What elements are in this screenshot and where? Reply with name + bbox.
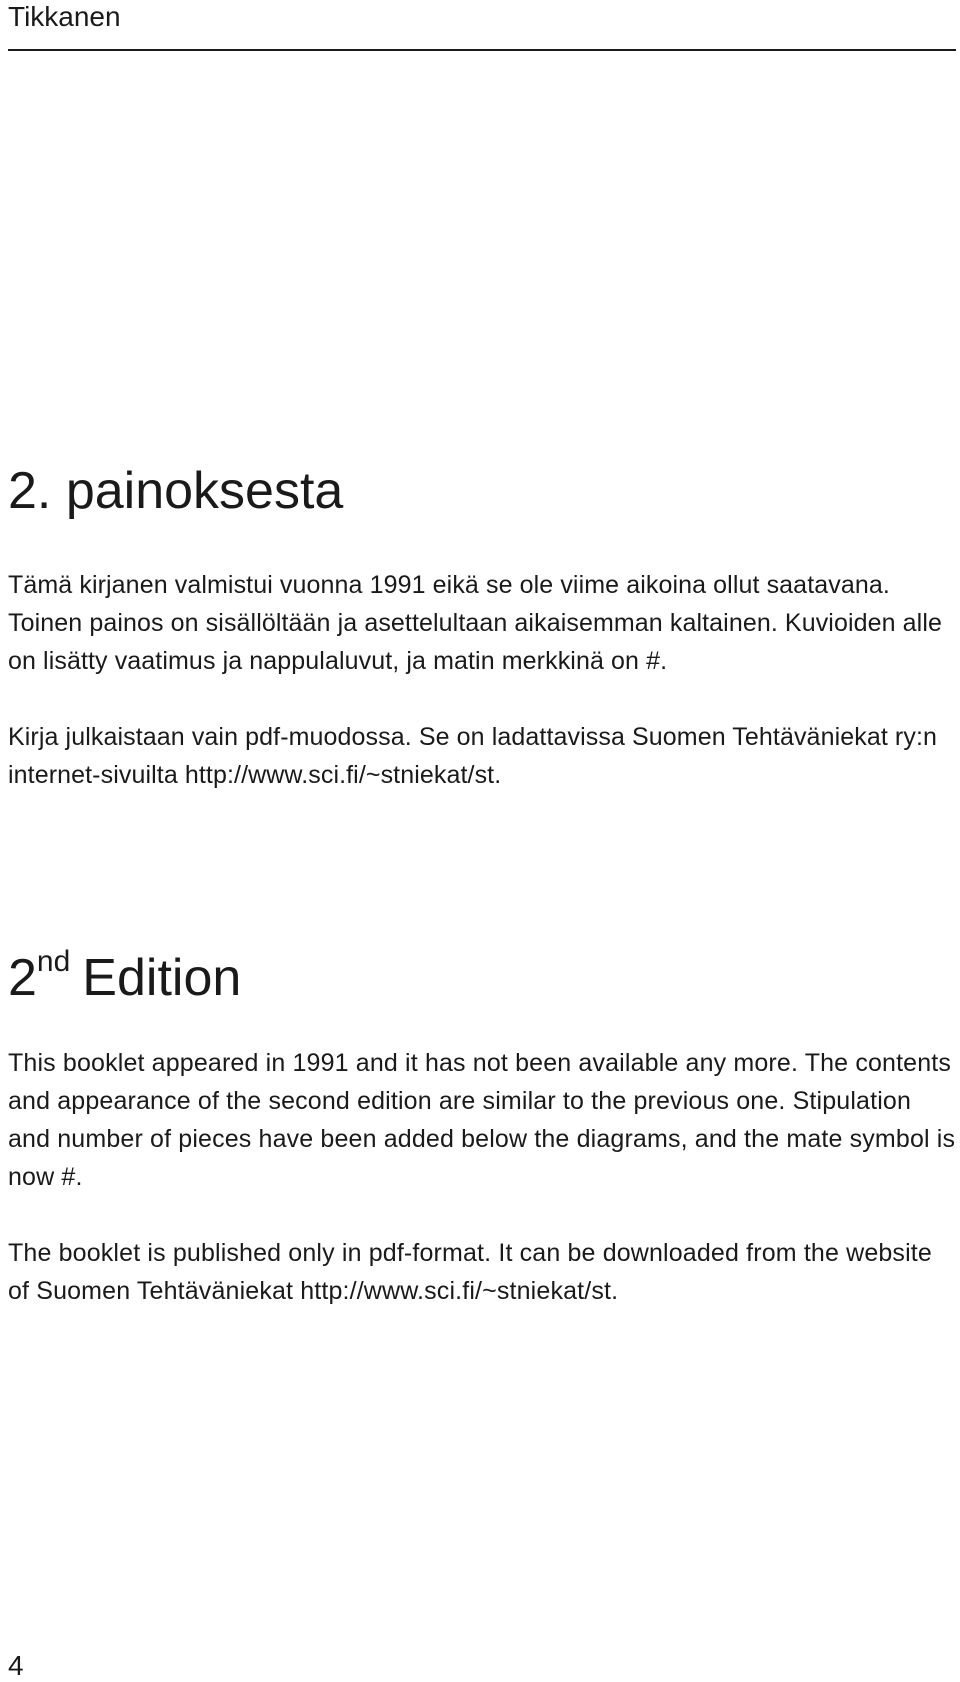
english-paragraph-2: The booklet is published only in pdf-format. It can be downloaded from the website of Suomen Tehtäväniekat http://www.sci.fi/~stniekat/st. xyxy=(8,1239,932,1305)
finnish-paragraph-2: Kirja julkaistaan vain pdf-muodossa. Se on ladattavissa Suomen Tehtäväniekat ry:n internet-sivuilta http://www.sci.fi/~stniekat/st. xyxy=(8,723,937,789)
edition-ordinal-suffix: nd xyxy=(36,945,71,978)
finnish-heading: 2. painoksesta xyxy=(8,462,344,520)
finnish-section xyxy=(8,458,956,794)
english-heading xyxy=(8,945,956,1011)
header-rule xyxy=(8,49,956,51)
edition-number: 2 xyxy=(8,949,37,1007)
page-number: 4 xyxy=(8,1650,24,1681)
edition-word: Edition xyxy=(82,949,242,1007)
english-paragraph-1: This booklet appeared in 1991 and it has not been available any more. The contents and appearance of the second edition are similar to the previous one. Stipulation and number of pieces have been added below the diagrams, and the mate symbol is now #. xyxy=(8,1049,956,1191)
running-head: Tikkanen xyxy=(8,1,121,32)
finnish-paragraph-1: Tämä kirjanen valmistui vuonna 1991 eikä se ole viime aikoina ollut saatavana. Toinen painos on sisällöltään ja asettelultaan aikaisemman kaltainen. Kuvioiden alle on lisätty vaatimus ja nappulaluvut, ja matin merkkinä on #. xyxy=(8,571,942,675)
english-section xyxy=(8,945,956,1310)
